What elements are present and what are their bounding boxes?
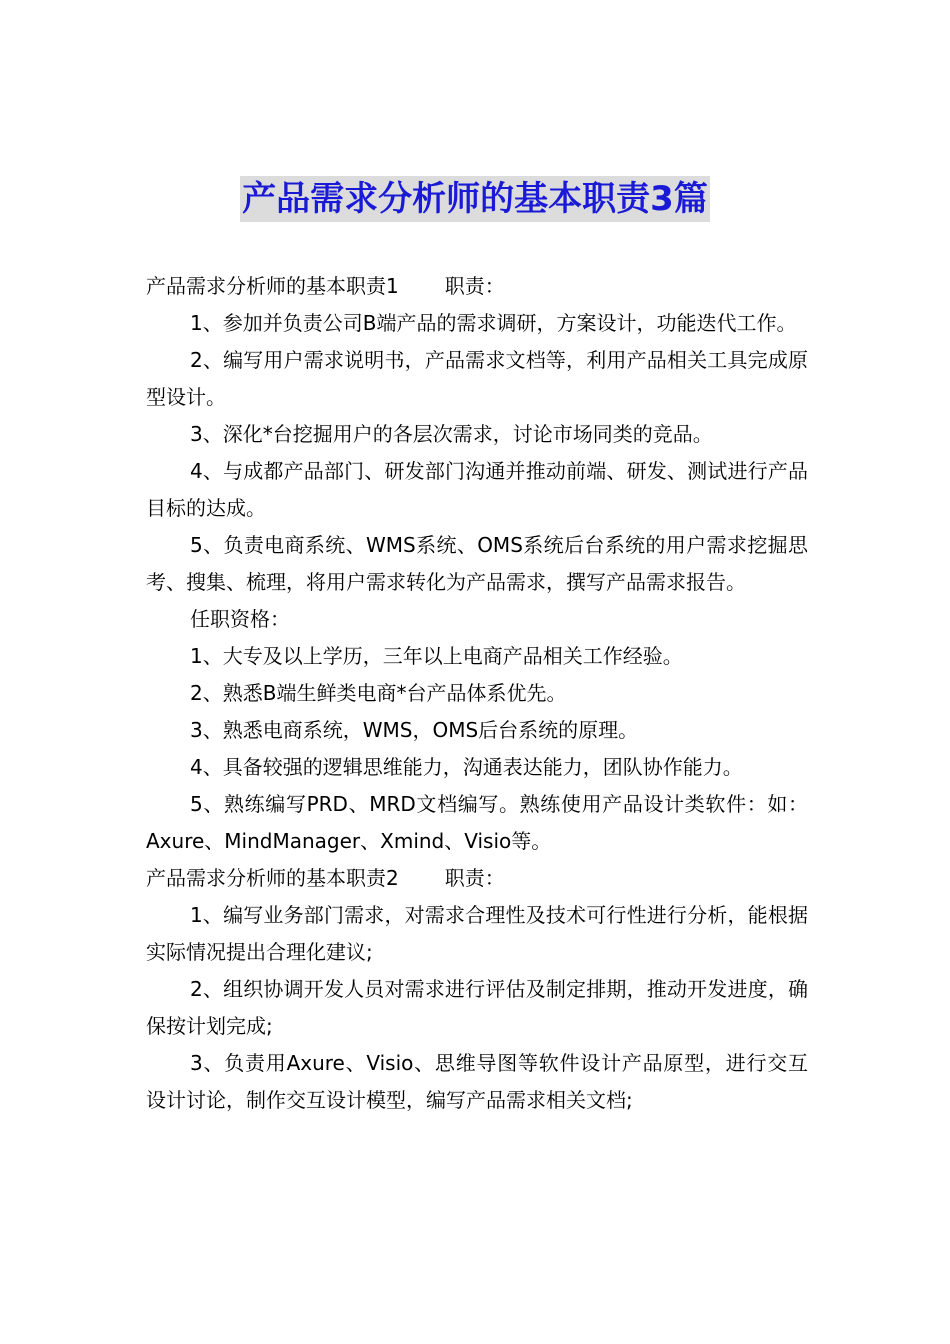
paragraph: 2、熟悉B端生鲜类电商*台产品体系优先。	[190, 681, 567, 705]
paragraph: 4、与成都产品部门、研发部门沟通并推动前端、研发、测试进行产品目标的达成。	[146, 459, 808, 520]
section-heading-2	[146, 860, 808, 897]
title-block	[0, 176, 950, 222]
document-body	[146, 268, 808, 1119]
section-heading-suffix: 职责：	[444, 274, 505, 298]
paragraph: 5、熟练编写PRD、MRD文档编写。熟练使用产品设计类软件：如：Axure、MindManager、Xmind、Visio等。	[146, 792, 808, 853]
paragraph: 1、参加并负责公司B端产品的需求调研，方案设计，功能迭代工作。	[190, 311, 797, 335]
paragraph: 3、负责用Axure、Visio、思维导图等软件设计产品原型，进行交互设计讨论，制作交互设计模型，编写产品需求相关文档;	[146, 1051, 808, 1112]
subheading-qualifications: 任职资格：	[190, 607, 290, 631]
paragraph: 1、编写业务部门需求，对需求合理性及技术可行性进行分析，能根据实际情况提出合理化建议;	[146, 903, 808, 964]
paragraph: 4、具备较强的逻辑思维能力，沟通表达能力，团队协作能力。	[190, 755, 743, 779]
section-heading-suffix: 职责：	[444, 866, 505, 890]
paragraph: 1、大专及以上学历，三年以上电商产品相关工作经验。	[190, 644, 683, 668]
section-heading-1	[146, 268, 808, 305]
paragraph: 3、熟悉电商系统，WMS，OMS后台系统的原理。	[190, 718, 639, 742]
paragraph: 2、组织协调开发人员对需求进行评估及制定排期，推动开发进度，确保按计划完成;	[146, 977, 808, 1038]
paragraph: 5、负责电商系统、WMS系统、OMS系统后台系统的用户需求挖掘思考、搜集、梳理，将用户需求转化为产品需求，撰写产品需求报告。	[146, 533, 808, 594]
paragraph: 3、深化*台挖掘用户的各层次需求，讨论市场同类的竞品。	[190, 422, 713, 446]
document-title: 产品需求分析师的基本职责3篇	[240, 176, 710, 222]
section-heading-text: 产品需求分析师的基本职责2	[146, 866, 399, 890]
paragraph: 2、编写用户需求说明书，产品需求文档等，利用产品相关工具完成原型设计。	[146, 348, 808, 409]
section-heading-text: 产品需求分析师的基本职责1	[146, 274, 399, 298]
